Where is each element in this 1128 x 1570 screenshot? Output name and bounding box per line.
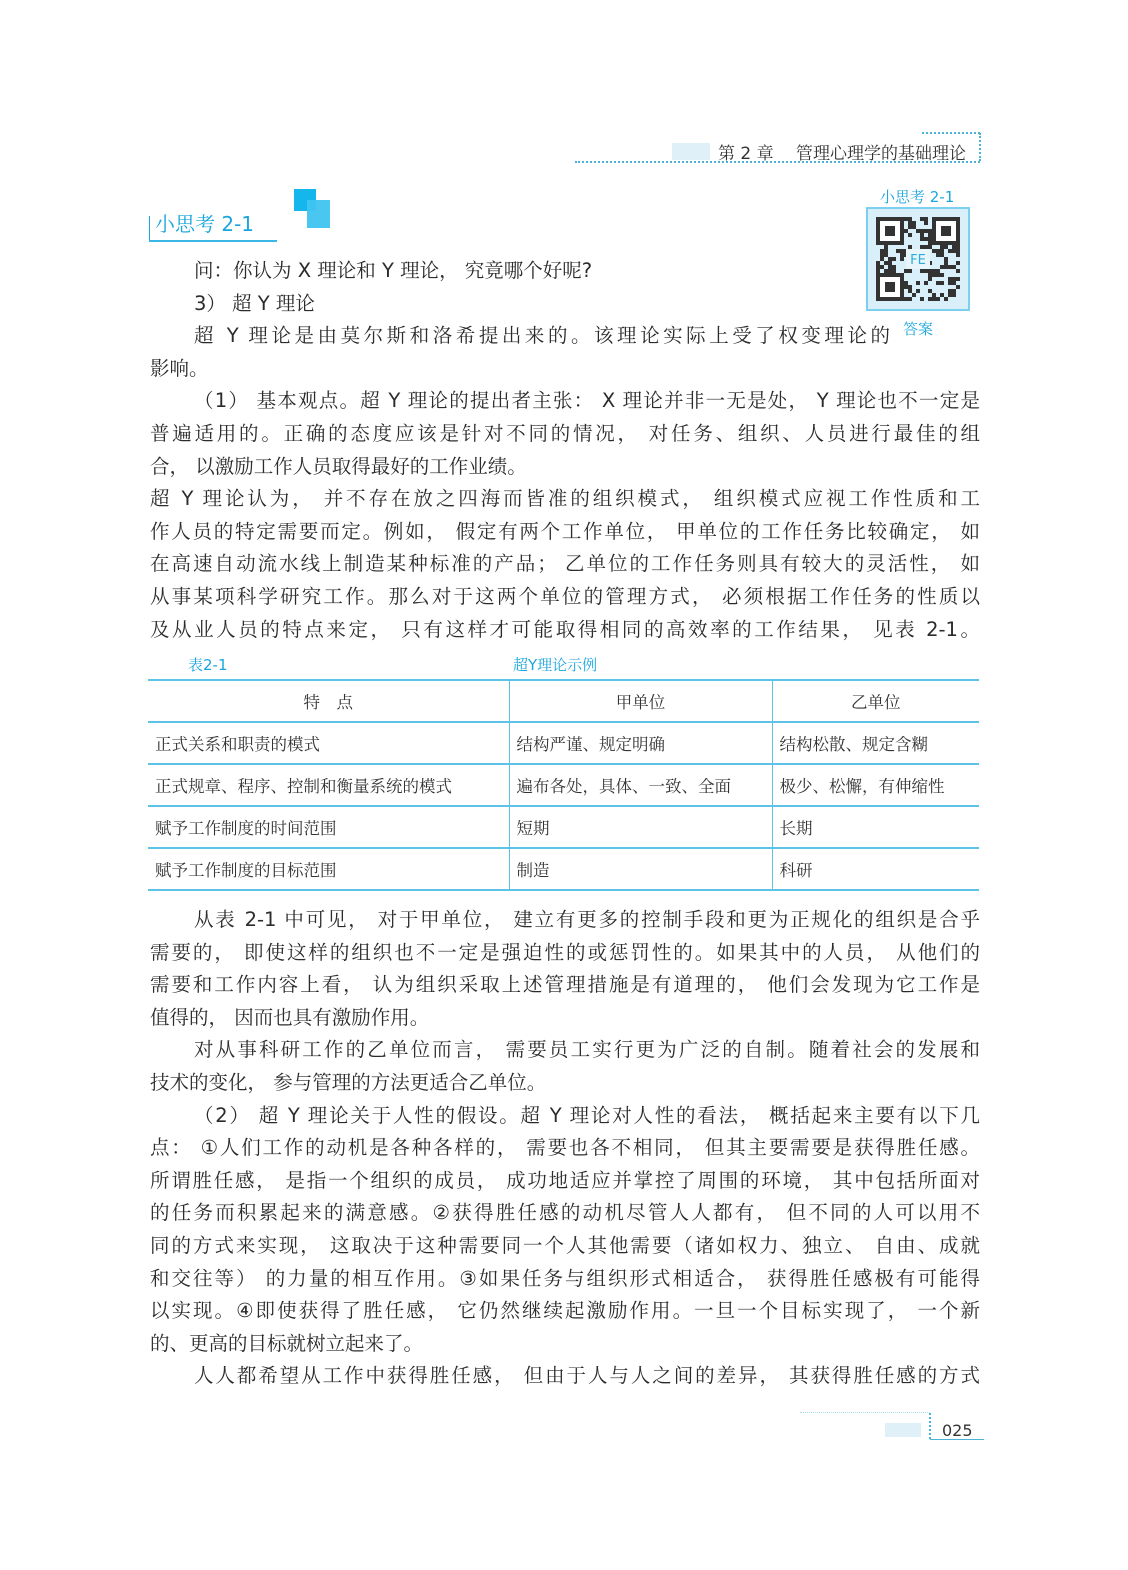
- paragraph-line: 及从业人员的特点来定， 只有这样才可能取得相同的高效率的工作结果， 见表 2-1。: [150, 617, 980, 641]
- chapter-title: 管理心理学的基础理论: [796, 144, 967, 164]
- paragraph-line: 值得的， 因而也具有激励作用。: [150, 1005, 430, 1029]
- paragraph-line: 影响。: [150, 356, 209, 380]
- column-header: 甲单位: [509, 680, 772, 722]
- table-row: [148, 722, 979, 764]
- qr-title: 小思考 2-1: [880, 188, 955, 206]
- paragraph-line: 以实现。④即使获得了胜任感， 它仍然继续起激励作用。一旦一个目标实现了， 一个新: [150, 1299, 980, 1323]
- column-header: 乙单位: [772, 680, 979, 722]
- paragraph-line: 超 Y 理论是由莫尔斯和洛希提出来的。该理论实际上受了权变理论的: [194, 324, 890, 348]
- paragraph-line: 普遍适用的。正确的态度应该是针对不同的情况， 对任务、组织、人员进行最佳的组: [150, 421, 980, 445]
- think-box-border: [149, 240, 277, 242]
- table-cell: 科研: [772, 848, 979, 890]
- paragraph-line: 和交往等） 的力量的相互作用。③如果任务与组织形式相适合， 获得胜任感极有可能得: [150, 1266, 980, 1290]
- paragraph-line: 3） 超 Y 理论: [194, 291, 315, 315]
- footer-divider: [800, 1412, 930, 1413]
- paragraph-line: 技术的变化， 参与管理的方法更适合乙单位。: [150, 1070, 547, 1094]
- paragraph-line: 问：你认为 X 理论和 Y 理论， 究竟哪个好呢?: [194, 259, 593, 282]
- footer-accent: [885, 1423, 921, 1437]
- paragraph-line: 作人员的特定需要而定。例如， 假定有两个工作单位， 甲单位的工作任务比较确定， 如: [150, 519, 980, 543]
- table-row: [148, 848, 979, 890]
- paragraph-line: 同的方式来实现， 这取决于这种需要同一个人其他需要（诸如权力、独立、 自由、成就: [150, 1233, 980, 1257]
- table-cell: 赋予工作制度的时间范围: [148, 806, 509, 848]
- paragraph-line: 对从事科研工作的乙单位而言， 需要员工实行更为广泛的自制。随着社会的发展和: [194, 1038, 980, 1062]
- table-header-row: [148, 680, 979, 722]
- paragraph-line: 所谓胜任感， 是指一个组织的成员， 成功地适应并掌控了周围的环境， 其中包括所面对: [150, 1168, 980, 1192]
- paragraph-line: 从事某项科学研究工作。那么对于这两个单位的管理方式， 必须根据工作任务的性质以: [150, 584, 980, 608]
- table-cell: 正式关系和职责的模式: [148, 722, 509, 764]
- chapter-number: 第 2 章: [718, 144, 774, 164]
- table-cell: 结构严谨、规定明确: [509, 722, 772, 764]
- table-cell: 遍布各处，具体、一致、全面: [509, 764, 772, 806]
- table-row: [148, 806, 979, 848]
- column-header: 特 点: [148, 680, 509, 722]
- think-box-border: [149, 216, 150, 240]
- footer-divider: [930, 1439, 984, 1440]
- footer-divider: [929, 1413, 931, 1439]
- paragraph-line: 人人都希望从工作中获得胜任感， 但由于人与人之间的差异， 其获得胜任感的方式: [194, 1364, 980, 1388]
- table-cell: 正式规章、程序、控制和衡量系统的模式: [148, 764, 509, 806]
- header-divider: [922, 132, 980, 134]
- paragraph-line: （2） 超 Y 理论关于人性的假设。超 Y 理论对人性的看法， 概括起来主要有以下几: [194, 1103, 980, 1127]
- svg-text:FE: FE: [910, 253, 926, 268]
- page-number: 025: [942, 1421, 973, 1440]
- paragraph-line: 合， 以激励工作人员取得最好的工作业绩。: [150, 454, 527, 478]
- paragraph-line: 从表 2-1 中可见， 对于甲单位， 建立有更多的控制手段和更为正规化的组织是合乎: [194, 908, 980, 931]
- paragraph-line: 的任务而积累起来的满意感。②获得胜任感的动机尽管人人都有， 但不同的人可以用不: [150, 1201, 980, 1225]
- table-cell: 长期: [772, 806, 979, 848]
- header-divider: [979, 133, 981, 161]
- table-cell: 极少、松懈，有伸缩性: [772, 764, 979, 806]
- decorative-square: [307, 200, 330, 228]
- table-caption: 超Y理论示例: [513, 656, 598, 674]
- paragraph-line: （1） 基本观点。超 Y 理论的提出者主张： X 理论并非一无是处， Y 理论也不一定是: [194, 389, 980, 413]
- comparison-table: [148, 679, 979, 891]
- table-cell: 结构松散、规定含糊: [772, 722, 979, 764]
- paragraph-line: 在高速自动流水线上制造某种标准的产品； 乙单位的工作任务则具有较大的灵活性， 如: [150, 552, 980, 576]
- table-row: [148, 764, 979, 806]
- header-accent: [672, 143, 710, 160]
- paragraph-line: 需要和工作内容上看， 认为组织采取上述管理措施是有道理的， 他们会发现为它工作是: [150, 973, 980, 997]
- think-box-title: 小思考 2-1: [155, 212, 255, 236]
- qr-answer-label[interactable]: 答案: [903, 320, 934, 338]
- table-cell: 赋予工作制度的目标范围: [148, 848, 509, 890]
- table-cell: 制造: [509, 848, 772, 890]
- table-cell: 短期: [509, 806, 772, 848]
- header-divider: [575, 161, 980, 163]
- table-label: 表2-1: [188, 656, 228, 674]
- paragraph-line: 超 Y 理论认为， 并不存在放之四海而皆准的组织模式， 组织模式应视工作性质和工: [150, 487, 980, 511]
- paragraph-line: 点： ①人们工作的动机是各种各样的， 需要也各不相同， 但其主要需要是获得胜任感。: [150, 1136, 980, 1160]
- paragraph-line: 的、更高的目标就树立起来了。: [150, 1331, 424, 1355]
- paragraph-line: 需要的， 即使这样的组织也不一定是强迫性的或惩罚性的。如果其中的人员， 从他们的: [150, 940, 980, 964]
